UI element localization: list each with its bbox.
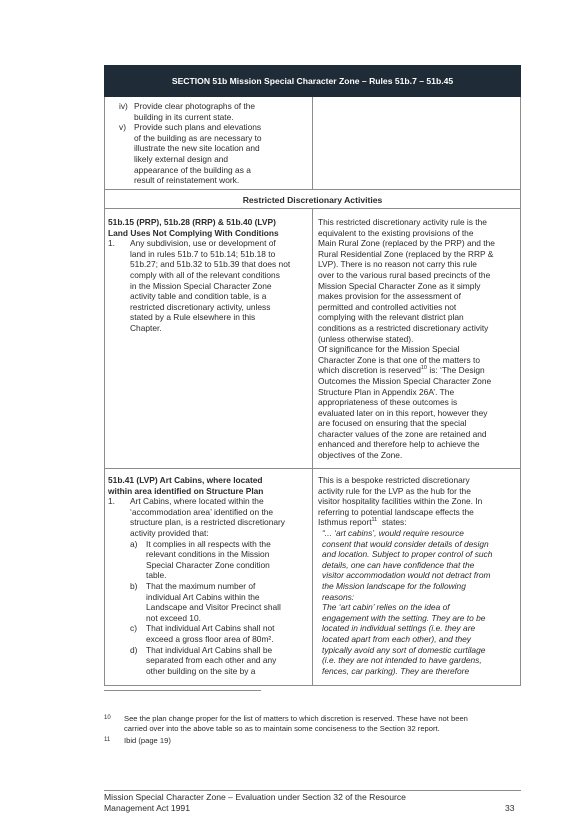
- evaluation-line: Of significance for the Mission Special: [318, 344, 460, 355]
- rule-item-number: 1.: [108, 496, 115, 507]
- quote-line: engagement with the setting. They are to be: [322, 612, 486, 623]
- evaluation-line: appropriateness of these outcomes is: [318, 397, 458, 408]
- sub-item-number: c): [130, 623, 137, 634]
- rule-title: [108, 475, 308, 496]
- quote-line: located apart from each other), and they: [322, 633, 471, 644]
- rule-item-line: Chapter.: [130, 322, 162, 333]
- rule-title-line: within area identified on Structure Plan: [108, 485, 264, 496]
- list-item-line: of the building as are necessary to: [134, 132, 262, 143]
- quote-line: visitor accommodation would not detract from: [322, 570, 491, 581]
- evaluation-line: (unless otherwise stated).: [318, 333, 414, 344]
- evaluation-line: Rural Residential Zone (replaced by the RRP &: [318, 248, 494, 259]
- quote-line: consent that would consider details of design: [322, 538, 489, 549]
- rule-item-line: restricted discretionary activity, unless: [130, 301, 271, 312]
- list-item-line: illustrate the new site location and: [134, 143, 260, 154]
- evaluation-cell: [318, 475, 518, 676]
- top-list: [119, 101, 309, 186]
- evaluation-line: over to the various rural based precincts of the: [318, 269, 491, 280]
- list-item-number: v): [119, 122, 126, 133]
- evaluation-line: character values of the zone are retained and: [318, 428, 487, 439]
- rule-item-line: structure plan, is a restricted discretionary: [130, 517, 285, 528]
- sub-item-number: d): [130, 644, 138, 655]
- sub-item-line: other building on the site by a: [146, 665, 256, 676]
- evaluation-line: evaluated later on in this report, however they: [318, 407, 488, 418]
- evaluation-cell: [318, 217, 518, 461]
- evaluation-line: enhanced and therefore help to achieve the: [318, 439, 480, 450]
- footnote: [104, 736, 524, 746]
- list-item-line: building in its current state.: [134, 111, 234, 122]
- sub-item: [130, 623, 285, 644]
- evaluation-line: makes provision for the assessment of: [318, 291, 461, 302]
- rule-title: [108, 217, 308, 238]
- evaluation-line: conditions as a restricted discretionary activity: [318, 322, 489, 333]
- sub-item-number: a): [130, 538, 138, 549]
- footer-line: Management Act 1991: [104, 803, 190, 813]
- section-header: [104, 65, 521, 97]
- page-footer: [104, 792, 464, 814]
- evaluation-line: are focused on ensuring that the special: [318, 418, 467, 429]
- rule-item-line: activity provided that:: [130, 527, 209, 538]
- quote-line: The ‘art cabin’ relies on the idea of: [322, 602, 450, 613]
- rule-item-line: ‘accommodation area’ identified on the: [130, 506, 274, 517]
- footnote-ref[interactable]: 11: [371, 517, 378, 524]
- sub-item-line: relevant conditions in the Mission: [146, 549, 270, 560]
- footnote-ref[interactable]: 10: [420, 365, 427, 372]
- sub-item-line: table.: [146, 570, 167, 581]
- column-divider: [312, 97, 313, 189]
- footnote-number: 11: [104, 737, 111, 743]
- quote-line: reasons:: [322, 591, 355, 602]
- rule-title-line: 51b.41 (LVP) Art Cabins, where located: [108, 475, 263, 485]
- rule-item-line: stated by a Rule elsewhere in this: [130, 312, 256, 323]
- evaluation-line: This restricted discretionary activity rule is the: [318, 217, 487, 227]
- evaluation-line: equivalent to the existing provisions of the: [318, 227, 474, 238]
- evaluation-line: This is a bespoke restricted discretionary: [318, 475, 470, 485]
- sub-item: [130, 539, 285, 581]
- quote-line: (i.e. they are not intended to have gardens,: [322, 655, 482, 666]
- rule-item-line: in the Mission Special Character Zone: [130, 280, 272, 291]
- list-item-line: likely external design and: [134, 153, 229, 164]
- sub-item-line: That the maximum number of: [146, 580, 256, 591]
- rule-title-line: 51b.15 (PRP), 51b.28 (RRP) & 51b.40 (LVP): [108, 217, 276, 227]
- sub-item-line: It complies in all respects with the: [146, 538, 271, 549]
- sub-item-line: separated from each other and any: [146, 655, 277, 666]
- list-item-line: Provide such plans and elevations: [134, 122, 262, 133]
- footnote-number: 10: [104, 715, 111, 721]
- quote-line: fences, car parking). They are therefore: [322, 665, 470, 676]
- footnote-line: Ibid (page 19): [124, 736, 171, 745]
- sub-item-line: not exceed 10.: [146, 612, 201, 623]
- evaluation-line: Structure Plan in Appendix 26A’. The: [318, 386, 455, 397]
- quote-line: and location. Subject to proper control of such: [322, 549, 493, 560]
- section-heading: Restricted Discretionary Activities: [242, 195, 383, 205]
- sub-item: [130, 581, 285, 623]
- list-item-number: iv): [119, 101, 128, 111]
- page-number: 33: [505, 803, 515, 813]
- rule-item: [108, 238, 308, 333]
- section-header-title: SECTION 51b Mission Special Character Zone – Rules 51b.7 – 51b.45: [171, 75, 454, 86]
- footer-line: Mission Special Character Zone – Evaluation under Section 32 of the Resource: [104, 792, 406, 802]
- footnote-line: See the plan change proper for the list of matters to which discretion is reserved. These have not been: [124, 714, 468, 723]
- rule-left-cell: [108, 217, 308, 334]
- sub-item-line: individual Art Cabins within the: [146, 591, 260, 602]
- list-item-line: Provide clear photographs of the: [134, 101, 256, 111]
- evaluation-line: visitor hospitality facilities within the Zone. In: [318, 496, 483, 507]
- sub-item-line: exceed a gross floor area of 80m².: [146, 633, 274, 644]
- quote-line: the Mission landscape for the following: [322, 580, 466, 591]
- evaluation-text: Isthmus report: [318, 517, 372, 528]
- evaluation-line: permitted and controlled activities not: [318, 301, 457, 312]
- quote-block: [318, 528, 518, 676]
- rule-item-number: 1.: [108, 238, 115, 249]
- list-item-line: result of reinstatement work.: [134, 175, 240, 186]
- quote-line: typically avoid any sort of domestic curtilage: [322, 644, 486, 655]
- rule-title-line: Land Uses Not Complying With Conditions: [108, 227, 279, 238]
- rule-item-line: land in rules 51b.7 to 51b.14; 51b.18 to: [130, 248, 276, 259]
- evaluation-text: which discretion is reserved: [318, 365, 421, 376]
- evaluation-line: Character Zone is that one of the matters to: [318, 354, 480, 365]
- footnote-separator: [104, 690, 261, 691]
- sub-item: [130, 645, 285, 677]
- evaluation-line: complying with the relevant district plan: [318, 312, 464, 323]
- footer-separator: [104, 790, 521, 791]
- quote-line: details, one can have confidence that the: [322, 559, 475, 570]
- evaluation-line: activity rule for the LVP as the hub for the: [318, 485, 471, 496]
- rule-item-line: Any subdivision, use or development of: [130, 238, 276, 249]
- sub-item-line: Special Character Zone condition: [146, 559, 270, 570]
- evaluation-line: referring to potential landscape effects the: [318, 506, 474, 517]
- evaluation-line: Outcomes the Mission Special Character Zone: [318, 375, 492, 386]
- rule-left-cell: [108, 475, 308, 676]
- evaluation-line: Mission Special Character Zone as it simply: [318, 280, 481, 291]
- quote-line: located in individual settings (i.e. they are: [322, 623, 476, 634]
- footnote-line: carried over into the above table so as to maintain some conciseness to the Section 32 report.: [124, 724, 440, 733]
- evaluation-line: Main Rural Zone (replaced by the PRP) and the: [318, 238, 495, 249]
- evaluation-text: states:: [377, 517, 407, 528]
- rule-item-line: 51b.27; and 51b.32 to 51b.39 that does not: [130, 259, 291, 270]
- evaluation-line: [318, 517, 518, 528]
- rule-item-line: activity table and condition table, is a: [130, 291, 267, 302]
- footnote: [104, 714, 524, 734]
- sub-item-line: That individual Art Cabins shall be: [146, 644, 273, 655]
- table-divider: [104, 189, 521, 190]
- list-item: [119, 101, 309, 122]
- evaluation-line: [318, 365, 518, 376]
- rule-item-line: comply with all of the relevant conditions: [130, 269, 280, 280]
- list-item-line: appearance of the building as a: [134, 164, 251, 175]
- sub-item-number: b): [130, 580, 138, 591]
- evaluation-line: objectives of the Zone.: [318, 450, 403, 461]
- rule-item: [108, 496, 308, 676]
- evaluation-text: is: ‘The Design: [427, 365, 485, 376]
- column-divider: [312, 208, 313, 686]
- quote-line: “... ‘art cabins’, would require resource: [322, 527, 464, 538]
- sub-item-line: That individual Art Cabins shall not: [146, 623, 275, 634]
- rule-item-line: Art Cabins, where located within the: [130, 496, 264, 507]
- evaluation-line: LVP). There is no reason not carry this rule: [318, 259, 477, 270]
- list-item: [119, 122, 309, 186]
- sub-item-line: Landscape and Visitor Precinct shall: [146, 602, 281, 613]
